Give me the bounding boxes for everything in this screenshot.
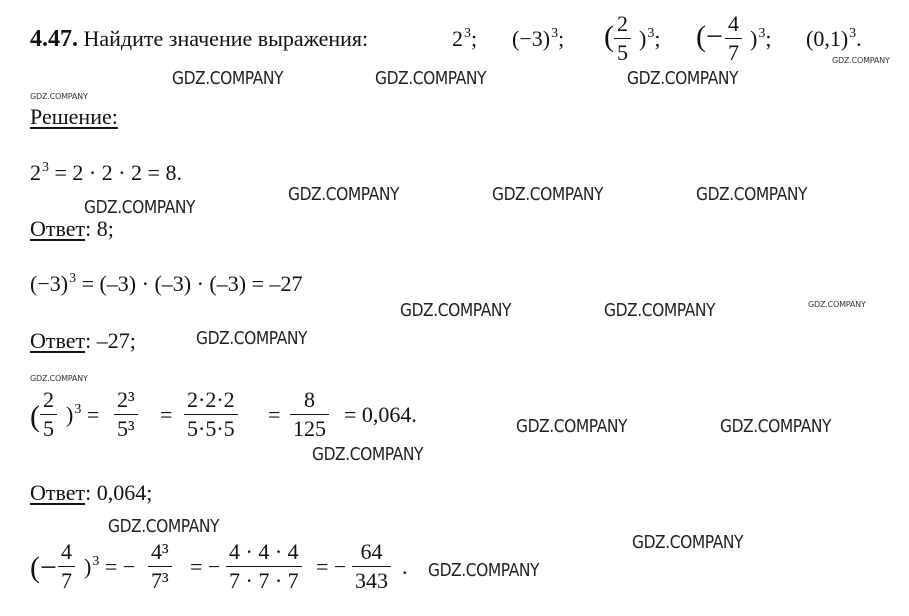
watermark: GDZ.COMPANY (720, 416, 832, 437)
watermark: GDZ.COMPANY (627, 68, 739, 89)
l4-close: )$^3$ = − (84, 554, 136, 579)
frac-num: 2³ (117, 387, 135, 412)
frac-bar (352, 566, 391, 567)
frac-bar (614, 38, 631, 39)
answer-line-3: Ответ: 0,064; (30, 480, 153, 505)
l3-result: 0,064. (361, 402, 417, 427)
task-header (30, 26, 368, 52)
task-item-1: $2^3$; (452, 26, 478, 51)
answer-line-2: Ответ: –27; (30, 328, 136, 353)
task-frac-2-5 (614, 12, 631, 65)
answer-label: Ответ (30, 216, 86, 241)
watermark: GDZ.COMPANY (312, 444, 424, 465)
frac-num: 4 (728, 11, 739, 36)
task-frac-4-7 (725, 12, 742, 65)
task-item-2: $(-3)^3$; (512, 26, 565, 51)
task-item-4-open: (− (696, 20, 723, 53)
frac-num: 64 (360, 539, 383, 564)
l4-dot: . (402, 554, 408, 579)
frac-bar (290, 414, 329, 415)
watermark-small: GDZ.COMPANY (832, 56, 890, 65)
frac-bar (148, 566, 172, 567)
frac-bar (58, 566, 75, 567)
task-number: 4.47. (30, 26, 78, 52)
frac-num: 4 (61, 539, 72, 564)
frac-den: 343 (355, 568, 388, 594)
watermark: GDZ.COMPANY (632, 532, 744, 553)
answer-line-1: Ответ: 8; (30, 216, 114, 241)
frac-den: 5 (43, 416, 54, 442)
frac-bar (114, 414, 138, 415)
task-item-3-close: )$^3$; (639, 26, 661, 51)
answer-label: Ответ (30, 328, 86, 353)
l3-frac-c (184, 388, 238, 441)
frac-num: 2 (617, 11, 628, 36)
solution-heading: Решение: (30, 104, 118, 129)
answer-value: –27; (96, 328, 136, 353)
l4-frac-d (352, 540, 391, 593)
l3-eq2: = (268, 402, 281, 427)
l3-frac-d (290, 388, 329, 441)
l3-open: ( (30, 400, 40, 433)
watermark: GDZ.COMPANY (516, 416, 628, 437)
watermark: GDZ.COMPANY (108, 516, 220, 537)
frac-bar (40, 414, 57, 415)
l3-close: )$^3$ = (66, 402, 100, 427)
watermark: GDZ.COMPANY (196, 328, 308, 349)
l3-tail: = 0,064. (344, 402, 417, 427)
watermark-small: GDZ.COMPANY (30, 374, 88, 383)
watermark: GDZ.COMPANY (492, 184, 604, 205)
frac-num: 4 · 4 · 4 (229, 539, 299, 564)
watermark: GDZ.COMPANY (400, 300, 512, 321)
frac-bar (184, 414, 238, 415)
l4-open: (− (30, 551, 57, 584)
task-item-4-close: )$^3$; (750, 26, 772, 51)
frac-den: 5·5·5 (187, 416, 235, 442)
watermark: GDZ.COMPANY (172, 68, 284, 89)
task-prompt: Найдите значение выражения: (83, 26, 369, 51)
l3-eq1: = (160, 402, 173, 427)
frac-den: 125 (293, 416, 326, 442)
frac-bar (226, 566, 302, 567)
frac-den: 5³ (117, 416, 135, 442)
watermark: GDZ.COMPANY (696, 184, 808, 205)
solution-line-2: $(-3)^3 = (-3) \cdot (-3) \cdot (-3) = -27$ (30, 271, 303, 296)
frac-den: 7 (61, 568, 72, 594)
watermark: GDZ.COMPANY (288, 184, 400, 205)
l4-frac-b (148, 540, 172, 593)
task-item-5: $(0,1)^3$. (806, 26, 862, 51)
l3-frac-b (114, 388, 138, 441)
frac-den: 5 (617, 40, 628, 66)
frac-num: 4³ (151, 539, 169, 564)
watermark: GDZ.COMPANY (604, 300, 716, 321)
task-item-3-open: ( (604, 20, 614, 53)
frac-num: 2·2·2 (187, 387, 235, 412)
l3-frac-a (40, 388, 57, 441)
frac-den: 7 · 7 · 7 (229, 568, 299, 594)
watermark: GDZ.COMPANY (428, 560, 540, 581)
frac-den: 7 (728, 40, 739, 66)
l4-frac-c (226, 540, 302, 593)
l4-eq2: = − (316, 554, 347, 579)
solution-line-1: $2^3 = 2 \cdot 2 \cdot 2 = 8$. (30, 160, 182, 185)
watermark: GDZ.COMPANY (375, 68, 487, 89)
answer-label: Ответ (30, 480, 86, 505)
frac-bar (725, 38, 742, 39)
frac-num: 2 (43, 387, 54, 412)
solution-label: Решение (30, 104, 112, 129)
l4-eq1: = − (190, 554, 221, 579)
answer-value: 8; (96, 216, 114, 241)
watermark-small: GDZ.COMPANY (30, 92, 88, 101)
answer-value: 0,064; (96, 480, 153, 505)
frac-num: 8 (304, 387, 315, 412)
frac-den: 7³ (151, 568, 169, 594)
watermark-small: GDZ.COMPANY (808, 300, 866, 309)
watermark: GDZ.COMPANY (84, 197, 196, 218)
l4-frac-a (58, 540, 75, 593)
